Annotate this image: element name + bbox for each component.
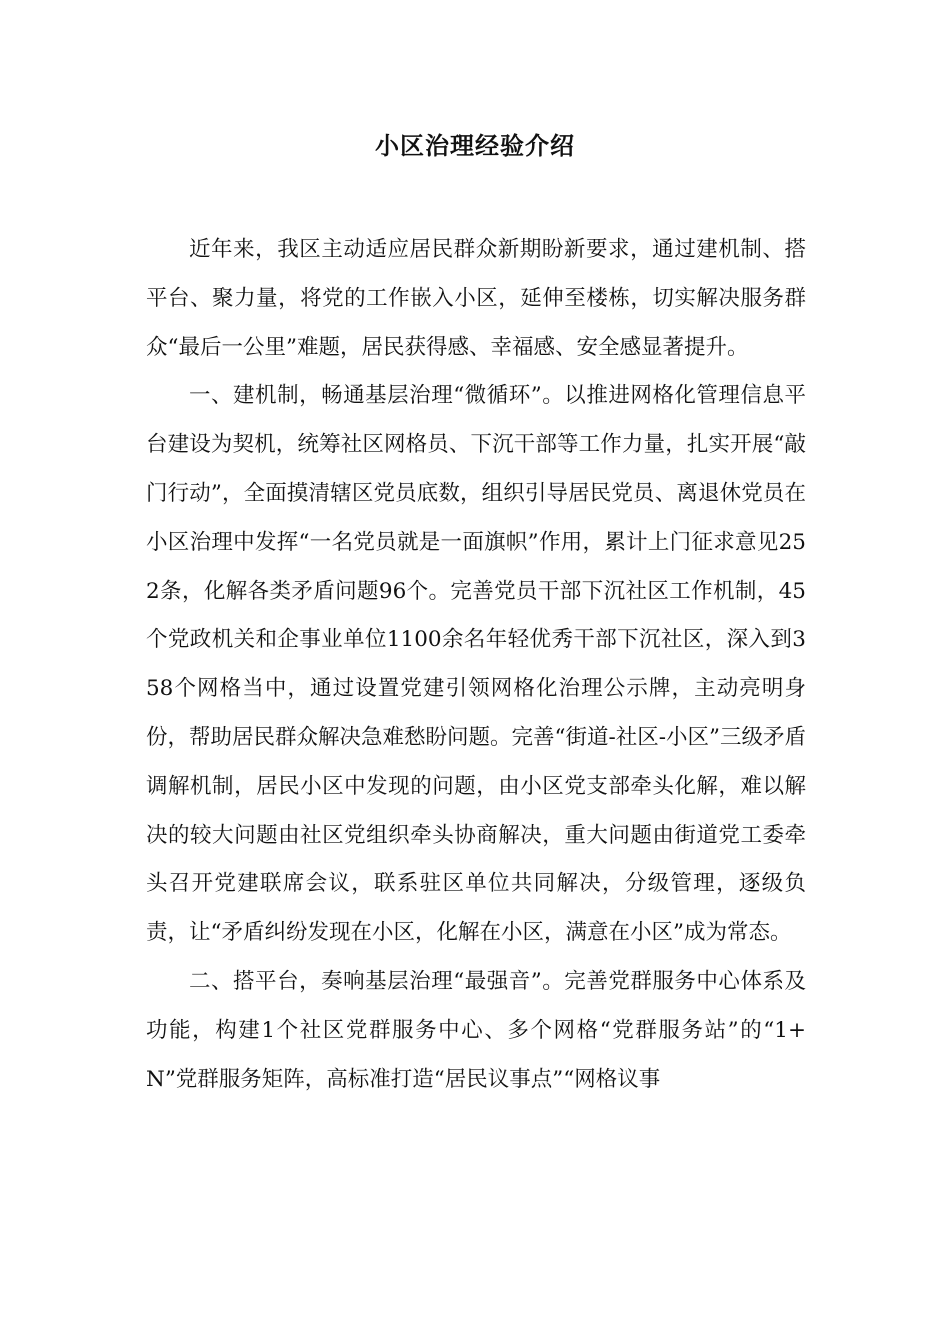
paragraph-section-2: 二、搭平台，奏响基层治理“最强音”。完善党群服务中心体系及功能，构建1个社区党群服务中心、多个网格“党群服务站”的“1+N”党群服务矩阵，高标准打造“居民议事点”“网格议事 bbox=[146, 968, 806, 1092]
paragraph-intro: 近年来，我区主动适应居民群众新期盼新要求，通过建机制、搭平台、聚力量，将党的工作嵌入小区，延伸至楼栋，切实解决服务群众“最后一公里”难题，居民获得感、幸福感、安全感显著提升。 bbox=[146, 237, 806, 360]
document-body bbox=[146, 226, 806, 1104]
document-title: 小区治理经验介绍 bbox=[375, 131, 575, 160]
paragraph-section-1: 一、建机制，畅通基层治理“微循环”。以推进网格化管理信息平台建设为契机，统筹社区网格员、下沉干部等工作力量，扎实开展“敲门行动”，全面摸清辖区党员底数，组织引导居民党员、离退休党员在小区治理中发挥“一名党员就是一面旗帜”作用，累计上门征求意见252条，化解各类矛盾问题96个。完善党员干部下沉社区工作机制，45个党政机关和企事业单位1100余名年轻优秀干部下沉社区，深入到358个网格当中，通过设置党建引领网格化治理公示牌，主动亮明身份，帮助居民群众解决急难愁盼问题。完善“街道-社区-小区”三级矛盾调解机制，居民小区中发现的问题，由小区党支部牵头化解，难以解决的较大问题由社区党组织牵头协商解决，重大问题由街道党工委牵头召开党建联席会议，联系驻区单位共同解决，分级管理，逐级负责，让“矛盾纠纷发现在小区，化解在小区，满意在小区”成为常态。 bbox=[146, 383, 807, 946]
